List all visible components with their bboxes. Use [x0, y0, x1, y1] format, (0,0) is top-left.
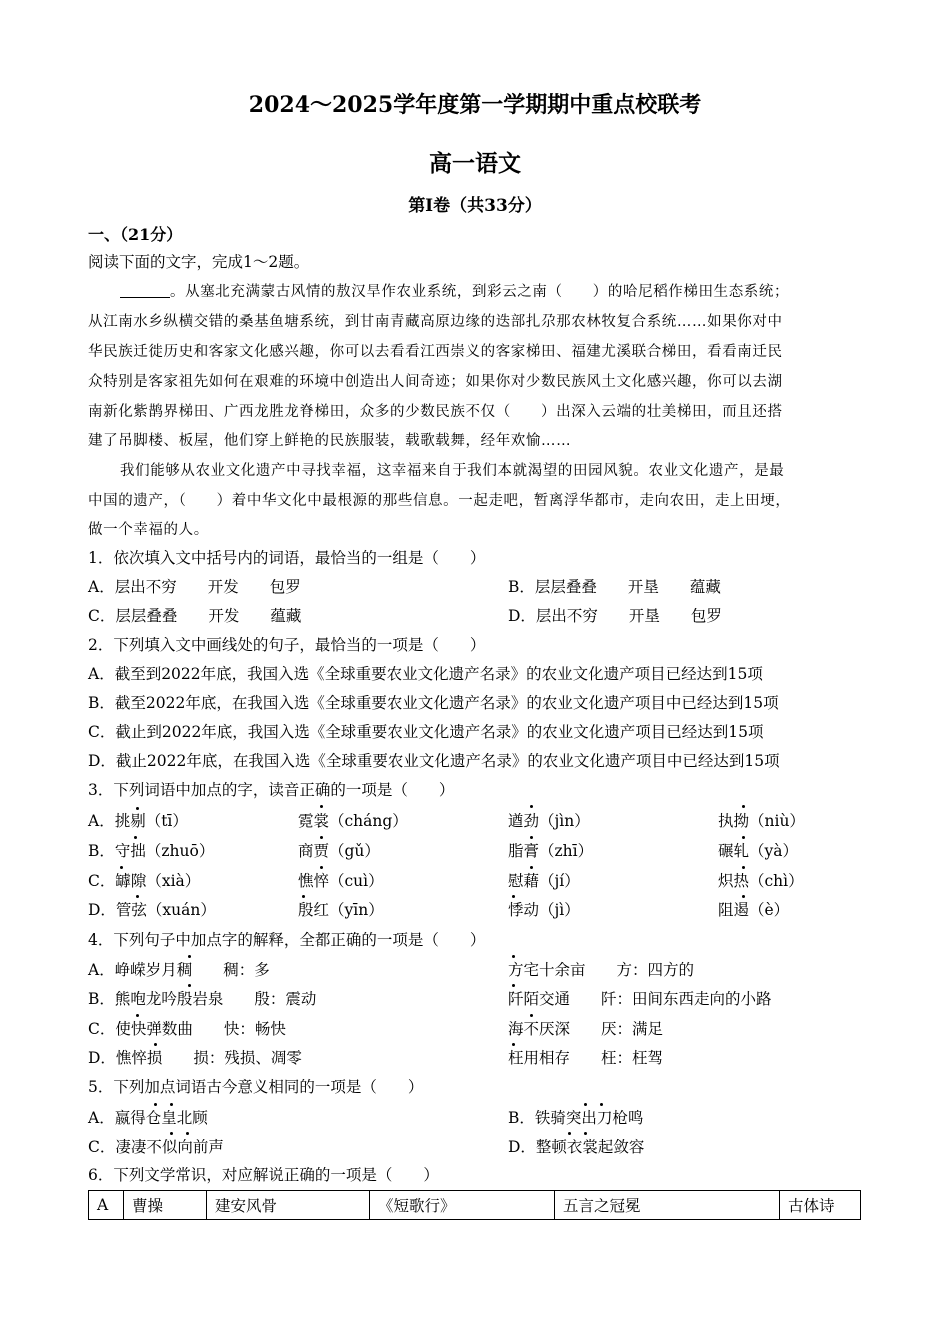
q3-item: 悸动（jì）	[508, 901, 580, 919]
emphasis-dot	[742, 866, 745, 869]
question-5-stem: 5．下列加点词语古今意义相同的一项是（ ）	[88, 1078, 424, 1096]
emphasis-dot	[512, 895, 515, 898]
q4-item: B．熊咆龙吟殷岩泉 殷：震动	[88, 990, 317, 1008]
subject-title: 高一语文	[429, 150, 521, 177]
q3-item: 炽热（chì）	[718, 872, 804, 890]
q4-item: D．憔悴损 损：残损、凋零	[88, 1049, 302, 1067]
emphasis-dot	[302, 895, 305, 898]
table-cell: 五言之冠冕	[555, 1191, 780, 1220]
q3-item: 憔悴（cuì）	[298, 872, 384, 890]
emphasis-dot	[136, 1014, 139, 1017]
emphasis-dot	[170, 1132, 173, 1135]
q5-option-c: C．凄凄不似向前声	[88, 1138, 224, 1156]
emphasis-dot	[584, 1103, 587, 1106]
emphasis-dot	[154, 1043, 157, 1046]
volume-title: 第Ⅰ卷（共33分）	[408, 196, 542, 216]
emphasis-dot	[742, 895, 745, 898]
table-cell: 《短歌行》	[370, 1191, 555, 1220]
emphasis-dot	[584, 1132, 587, 1135]
reading-instruction: 阅读下面的文字，完成1～2题。	[88, 253, 310, 271]
question-6-stem: 6．下列文学常识，对应解说正确的一项是（ ）	[88, 1166, 439, 1184]
literature-table	[88, 1190, 861, 1220]
q4-item: A．峥嵘岁月稠 稠：多	[88, 961, 270, 979]
emphasis-dot	[136, 895, 139, 898]
emphasis-dot	[188, 984, 191, 987]
question-1-stem: 1．依次填入文中括号内的词语，最恰当的一组是（ ）	[88, 549, 486, 567]
q3-item: 慰藉（jí）	[508, 872, 580, 890]
passage-line: 中国的遗产，（ ）着中华文化中最根源的那些信息。一起走吧，暂离浮华都市，走向农田，走上田埂，	[88, 493, 791, 509]
q3-item: 脂膏（zhī）	[508, 842, 594, 860]
emphasis-dot	[512, 955, 515, 958]
emphasis-dot	[186, 1132, 189, 1135]
q3-item: 商贾（gǔ）	[298, 842, 380, 860]
q3-item: B．守拙（zhuō）	[88, 842, 215, 860]
q3-item: D．管弦（xuán）	[88, 901, 216, 919]
q3-item: 霓裳（cháng）	[298, 812, 408, 830]
emphasis-dot	[320, 836, 323, 839]
passage-line: 做一个幸福的人。	[88, 522, 209, 538]
emphasis-dot	[530, 805, 533, 808]
emphasis-dot	[512, 1043, 515, 1046]
passage-line: 建了吊脚楼、板屋，他们穿上鲜艳的民族服装，载歌载舞，经年欢愉……	[88, 433, 572, 449]
q4-item: C．使快弹数曲 快：畅快	[88, 1020, 286, 1038]
exam-title: 2024～2025学年度第一学期期中重点校联考	[248, 92, 702, 118]
passage-line: 我们能够从农业文化遗产中寻找幸福，这幸福来自于我们本就渴望的田园风貌。农业文化遗产，是最	[120, 463, 785, 479]
emphasis-dot	[568, 1132, 571, 1135]
q4-item: 枉用相存 枉：枉驾	[508, 1049, 664, 1067]
q2-option-b: B．截至2022年底，在我国入选《全球重要农业文化遗产名录》的农业文化遗产项目中已经达到15项	[88, 694, 779, 712]
table-cell: 曹操	[124, 1191, 207, 1220]
q1-option-b: B．层层叠叠 开垦 蕴藏	[508, 578, 721, 596]
q5-option-a: A．嬴得仓皇北顾	[88, 1109, 208, 1127]
emphasis-dot	[600, 1103, 603, 1106]
question-4-stem: 4．下列句子中加点字的解释，全都正确的一项是（ ）	[88, 931, 486, 949]
q3-item: 殷红（yīn）	[298, 901, 384, 919]
answer-blank	[120, 283, 170, 298]
emphasis-dot	[512, 984, 515, 987]
q4-item: 阡陌交通 阡：田间东西走向的小路	[508, 990, 772, 1008]
emphasis-dot	[154, 1103, 157, 1106]
q3-item: 碾轧（yà）	[718, 842, 798, 860]
emphasis-dot	[530, 1014, 533, 1017]
emphasis-dot	[320, 866, 323, 869]
q5-option-b: B．铁骑突出刀枪鸣	[508, 1109, 644, 1127]
question-3-stem: 3．下列词语中加点的字，读音正确的一项是（ ）	[88, 781, 455, 799]
passage-line: 华民族迁徙历史和客家文化感兴趣，你可以去看看江西崇义的客家梯田、福建尤溪联合梯田，看看南迁民	[88, 344, 783, 360]
question-2-stem: 2．下列填入文中画线处的句子，最恰当的一项是（ ）	[88, 636, 486, 654]
table-row	[89, 1191, 861, 1220]
q2-option-a: A．截至到2022年底，我国入选《全球重要农业文化遗产名录》的农业文化遗产项目已经达到15项	[88, 665, 763, 683]
q4-item: 方宅十余亩 方：四方的	[508, 961, 695, 979]
q3-item: A．挑剔（tī）	[88, 812, 188, 830]
emphasis-dot	[742, 805, 745, 808]
q3-item: 遒劲（jìn）	[508, 812, 590, 830]
emphasis-dot	[136, 807, 139, 810]
q2-option-c: C．截止到2022年底，我国入选《全球重要农业文化遗产名录》的农业文化遗产项目已经达到15项	[88, 723, 764, 741]
q5-option-d: D．整顿衣裳起敛容	[508, 1138, 645, 1156]
q2-option-d: D．截止2022年底，在我国入选《全球重要农业文化遗产名录》的农业文化遗产项目中已经达到15项	[88, 752, 780, 770]
passage-line: 南新化紫鹊界梯田、广西龙胜龙脊梯田，众多的少数民族不仅（ ）出深入云端的壮美梯田，而且还搭	[88, 404, 783, 420]
emphasis-dot	[530, 866, 533, 869]
section-heading: 一、（21分）	[88, 225, 183, 244]
passage-line: 从江南水乡纵横交错的桑基鱼塘系统，到甘南青藏高原边缘的迭部扎尕那农林牧复合系统……如果你对中	[88, 314, 783, 330]
table-cell: 古体诗	[780, 1191, 861, 1220]
q1-option-a: A．层出不穷 开发 包罗	[88, 578, 301, 596]
q4-item: 海不厌深 厌：满足	[508, 1020, 664, 1038]
table-cell: A	[89, 1191, 124, 1220]
passage-line: 。从塞北充满蒙古风情的敖汉旱作农业系统，到彩云之南（ ）的哈尼稻作梯田生态系统；	[120, 282, 789, 302]
q3-item: 执拗（niù）	[718, 812, 805, 830]
q3-item: C．罅隙（xià）	[88, 872, 201, 890]
q1-option-c: C．层层叠叠 开发 蕴藏	[88, 607, 302, 625]
q3-item: 阻遏（è）	[718, 901, 790, 919]
table-cell: 建安风骨	[207, 1191, 370, 1220]
emphasis-dot	[188, 955, 191, 958]
passage-line: 众特别是客家祖先如何在艰难的环境中创造出人间奇迹；如果你对少数民族风土文化感兴趣，你可以去湖	[88, 374, 783, 390]
emphasis-dot	[120, 866, 123, 869]
emphasis-dot	[134, 836, 137, 839]
emphasis-dot	[530, 836, 533, 839]
emphasis-dot	[170, 1103, 173, 1106]
emphasis-dot	[742, 836, 745, 839]
q1-option-d: D．层出不穷 开垦 包罗	[508, 607, 722, 625]
emphasis-dot	[320, 805, 323, 808]
